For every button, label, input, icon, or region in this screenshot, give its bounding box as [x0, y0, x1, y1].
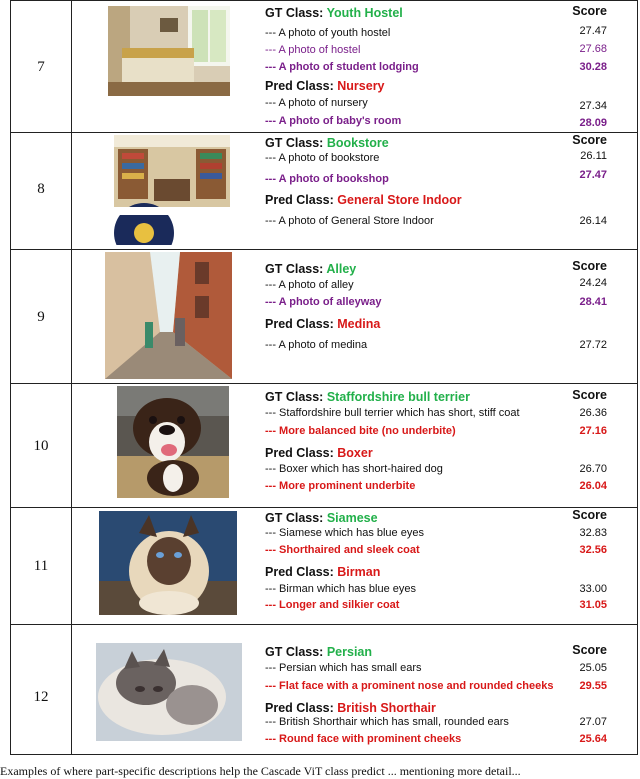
description-line: --- More balanced bite (no underbite)	[265, 425, 456, 437]
pred-class: General Store Indoor	[337, 193, 462, 207]
score-value: 26.04	[579, 480, 607, 492]
score-value: 25.64	[579, 733, 607, 745]
score-value: 27.72	[579, 339, 607, 351]
description-line: --- Boxer which has short-haired dog	[265, 463, 443, 475]
score-header: Score	[572, 133, 607, 147]
row-number: 9	[37, 309, 45, 325]
gt-class: Staffordshire bull terrier	[326, 390, 470, 404]
score-value: 28.09	[579, 117, 607, 129]
description-line: --- Longer and silkier coat	[265, 599, 400, 611]
score-value: 26.14	[579, 215, 607, 227]
pred-label: Pred Class:	[265, 701, 334, 715]
score-value: 33.00	[579, 583, 607, 595]
score-header: Score	[572, 259, 607, 273]
description-line: --- Shorthaired and sleek coat	[265, 544, 420, 556]
gt-label: GT Class:	[265, 262, 324, 276]
table-row	[10, 625, 638, 755]
description-line: --- A photo of hostel	[265, 44, 361, 56]
description-line: --- A photo of student lodging	[265, 61, 419, 73]
pred-label: Pred Class:	[265, 79, 334, 93]
dog-photo	[117, 386, 229, 498]
score-value: 27.07	[579, 716, 607, 728]
score-value: 31.05	[579, 599, 607, 611]
pred-class: Boxer	[337, 446, 373, 460]
score-value: 28.41	[579, 296, 607, 308]
description-line: --- Flat face with a prominent nose and rounded cheeks	[265, 680, 554, 692]
pred-class: Nursery	[337, 79, 385, 93]
gt-class: Persian	[326, 645, 373, 659]
description-line: --- A photo of nursery	[265, 97, 368, 109]
score-value: 32.56	[579, 544, 607, 556]
description-line: --- Persian which has small ears	[265, 662, 422, 674]
score-value: 32.83	[579, 527, 607, 539]
pred-label: Pred Class:	[265, 446, 334, 460]
gt-label: GT Class:	[265, 136, 324, 150]
description-line: --- A photo of baby's room	[265, 115, 402, 127]
gt-label: GT Class:	[265, 6, 324, 20]
description-line: --- Staffordshire bull terrier which has short, stiff coat	[265, 407, 520, 419]
score-value: 25.05	[579, 662, 607, 674]
description-line: --- A photo of bookstore	[265, 152, 380, 164]
gt-class: Youth Hostel	[326, 6, 403, 20]
table-row	[10, 133, 638, 250]
gt-class: Siamese	[326, 511, 378, 525]
pred-class: Birman	[337, 565, 381, 579]
gt-label: GT Class:	[265, 645, 324, 659]
row-number: 11	[33, 558, 49, 574]
row-number: 8	[37, 181, 45, 197]
table-row	[10, 508, 638, 625]
score-header: Score	[572, 4, 607, 18]
table-row	[10, 250, 638, 384]
score-header: Score	[572, 508, 607, 522]
bookstore-photo	[114, 135, 230, 245]
score-value: 30.28	[579, 61, 607, 73]
score-value: 27.47	[579, 169, 607, 181]
table-row	[10, 0, 638, 133]
description-line: --- More prominent underbite	[265, 480, 416, 492]
table-row	[10, 384, 638, 508]
gt-label: GT Class:	[265, 390, 324, 404]
description-line: --- A photo of bookshop	[265, 173, 389, 185]
alley-photo	[105, 252, 232, 379]
score-value: 26.11	[580, 150, 607, 162]
score-value: 26.70	[579, 463, 607, 475]
score-value: 26.36	[579, 407, 607, 419]
description-line: --- A photo of alleyway	[265, 296, 382, 308]
score-value: 27.68	[579, 43, 607, 55]
gt-label: GT Class:	[265, 511, 324, 525]
row-number: 12	[33, 689, 49, 705]
description-line: --- Siamese which has blue eyes	[265, 527, 424, 539]
figure-caption: Examples of where part-specific descriptions help the Cascade ViT class predict ... mentioning more detail...	[0, 764, 521, 778]
row-number: 7	[37, 59, 45, 75]
description-line: --- British Shorthair which has small, rounded ears	[265, 716, 509, 728]
score-value: 29.55	[579, 680, 607, 692]
description-line: --- A photo of youth hostel	[265, 27, 391, 39]
gt-class: Alley	[326, 262, 357, 276]
description-line: --- A photo of medina	[265, 339, 368, 351]
pred-class: British Shorthair	[337, 701, 436, 715]
pred-label: Pred Class:	[265, 193, 334, 207]
pred-label: Pred Class:	[265, 565, 334, 579]
description-line: --- Birman which has blue eyes	[265, 583, 417, 595]
score-header: Score	[572, 643, 607, 657]
score-value: 27.47	[579, 25, 607, 37]
row-number: 10	[33, 438, 49, 454]
gt-class: Bookstore	[326, 136, 389, 150]
youth-hostel-photo	[108, 6, 230, 96]
persian-cat-photo	[96, 643, 242, 741]
score-value: 27.34	[579, 100, 607, 112]
score-value: 27.16	[579, 425, 607, 437]
description-line: --- Round face with prominent cheeks	[265, 733, 462, 745]
pred-class: Medina	[337, 317, 381, 331]
siamese-cat-photo	[99, 511, 237, 615]
score-value: 24.24	[579, 277, 607, 289]
pred-label: Pred Class:	[265, 317, 334, 331]
description-line: --- A photo of alley	[265, 279, 354, 291]
score-header: Score	[572, 388, 607, 402]
description-line: --- A photo of General Store Indoor	[265, 215, 434, 227]
